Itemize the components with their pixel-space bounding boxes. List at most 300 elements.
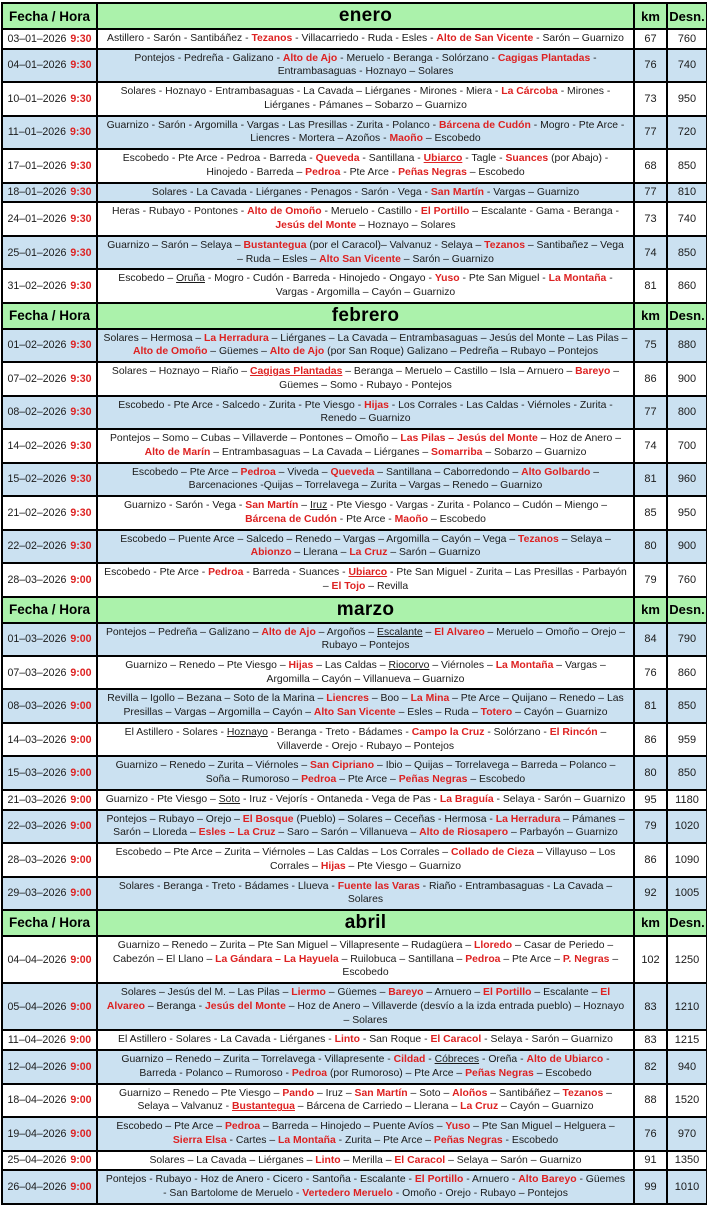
table-row [2,29,707,49]
route-segment: – Bárcena de Carriedo – Llerana – [294,1101,461,1113]
table-row [2,49,707,82]
column-header-fecha-hora: Fecha / Hora [2,303,97,329]
time-value: 9:00 [70,1181,92,1193]
route-highlight: Tezanos [518,533,559,545]
date-value: 14–03–2026 [7,733,67,746]
route-segment: - Meruelo - Beranga - Solórzano - [337,52,498,64]
date-value: 21–03–2026 [7,793,67,806]
route-segment: – Revilla [365,580,409,592]
route-segment: – Villayuso – Los Corrales – [269,847,616,872]
route-highlight: El Bosque [242,813,294,825]
desn-cell: 900 [667,362,707,395]
time-value: 9:30 [70,339,92,352]
route-cell [97,689,634,722]
route-segment: – Sobarzo – Guarnizo [482,446,587,458]
route-segment: – Santillana – Caborredondo – [374,466,522,478]
route-segment: - Pte Arce - [336,513,395,525]
route-segment: – [422,626,435,638]
route-segment: Escobedo – Pte Arce – [116,1121,225,1133]
km-cell: 81 [634,269,667,302]
route-highlight: Aloños [452,1087,488,1099]
desn-cell: 850 [667,756,707,789]
route-segment: - Sarón – Guarnizo [533,33,624,44]
date-cell [2,1170,97,1203]
date-value: 18–01–2026 [7,186,67,199]
route-highlight: Jesús del Monte [205,1000,286,1012]
route-segment: – Santibáñez – [487,1087,563,1099]
table-row [2,1151,707,1171]
date-cell [2,116,97,149]
route-cell [97,936,634,983]
route-segment: - Barreda - Polanco – Rumoroso - [139,1054,610,1079]
desn-cell: 1090 [667,843,707,876]
desn-cell: 850 [667,236,707,269]
route-segment: – Pámanes – Sarón – Lloreda – [113,813,625,839]
date-cell [2,269,97,302]
time-value: 9:30 [70,213,92,226]
route-segment: – Esles – Ruda – [395,707,481,719]
time-value: 9:00 [70,700,92,713]
route-cell [97,1084,634,1117]
route-highlight: Tezanos [484,239,525,251]
route-cell [97,82,634,115]
route-highlight: Pedroa [224,1121,261,1133]
desn-cell: 1005 [667,877,707,910]
route-highlight: Peñas Negras [465,1067,534,1079]
route-highlight: Suances [505,153,549,165]
route-highlight: San Cipriano [310,760,375,772]
date-cell [2,810,97,843]
route-highlight: Jesús del Monte [275,220,357,232]
route-segment: – Escobedo [422,133,481,145]
time-value: 9:30 [70,406,92,419]
date-value: 22–03–2026 [7,820,67,833]
desn-cell: 760 [667,563,707,596]
date-value: 01–03–2026 [7,633,67,646]
route-segment: – Selaya – [558,533,611,545]
route-highlight: Pedroa [240,466,276,478]
route-cell [97,29,634,49]
table-row [2,810,707,843]
date-value: 19–04–2026 [7,1127,67,1140]
route-segment: - Selaya - Sarón – Guarnizo [481,1034,613,1046]
desn-cell: 800 [667,396,707,429]
route-highlight: Alto Golbardo [521,466,591,478]
route-segment: Escobedo - Pte Arce - Salcedo - Zurita - Pte Viesgo - [118,399,365,411]
route-cell [97,723,634,756]
desn-cell: 880 [667,329,707,362]
route-highlight: Peñas Negras [398,774,468,786]
route-segment: Heras - Rubayo - Pontones - [111,206,248,218]
time-value: 9:00 [70,633,92,646]
desn-cell: 740 [667,49,707,82]
table-row [2,463,707,496]
km-cell: 67 [634,29,667,49]
route-highlight: La Cruz [460,1101,499,1113]
desn-cell: 970 [667,1117,707,1150]
route-cell [97,563,634,596]
route-segment: – Escobedo [342,953,619,979]
date-value: 08–03–2026 [7,700,67,713]
route-highlight: El Portillo [414,1174,464,1186]
date-value: 26–04–2026 [7,1181,67,1193]
route-highlight: La Cárcoba [501,86,558,98]
month-header-row-abril [2,910,707,936]
route-cell [97,49,634,82]
date-value: 04–01–2026 [7,59,67,72]
time-value: 9:00 [70,1127,92,1140]
route-highlight: Pedroa [465,953,501,965]
route-segment: - Santillana - [359,153,424,165]
route-highlight: Alto de Marín [144,446,211,458]
route-highlight: Alto de Omoño [247,206,322,218]
route-highlight: El Rincón [549,726,598,738]
time-value: 9:30 [70,372,92,385]
route-segment: (por San Roque) Galizano – Pedreña – Rubayo – Pontejos [324,346,599,358]
route-highlight: Hijas [288,659,314,671]
route-cell [97,1151,634,1171]
route-segment: Solares – Hoznayo – Riaño – [111,366,250,378]
route-segment: - Mirones - Liérganes - Pámanes – Sobarzo – Guarnizo [264,86,611,111]
route-highlight: Queveda [330,466,375,478]
route-segment: Guarnizo – Renedo – Zurita – Torrelavega - Villapresente - [121,1054,394,1066]
km-cell: 76 [634,656,667,689]
route-segment: – Beranga - [144,1000,206,1012]
desn-cell: 900 [667,530,707,563]
month-header-row-enero [2,3,707,29]
desn-cell: 810 [667,183,707,203]
date-cell [2,689,97,722]
route-segment: – Entrambasaguas – La Cavada – Liérganes – [210,446,432,458]
route-segment: Escobedo - Pte Arce - Pedroa - Barreda - [122,153,316,165]
table-row [2,936,707,983]
table-row [2,689,707,722]
route-highlight: Pedroa [305,166,341,178]
date-cell [2,723,97,756]
route-highlight: La Montaña [278,1134,336,1146]
km-cell: 102 [634,936,667,983]
route-segment: Iruz [309,500,328,512]
table-row [2,877,707,910]
route-highlight: Alto San Vicente [319,253,401,265]
route-segment: – Ruilobuca – Santillana – [338,953,466,965]
table-row [2,1030,707,1050]
route-segment: – Pte San Miguel – Helguera – [470,1121,615,1133]
route-highlight: Alto de San Vicente [436,33,534,44]
route-cell [97,656,634,689]
route-highlight: San Martín [354,1087,408,1099]
km-cell: 79 [634,563,667,596]
month-header-febrero: febrero [97,303,634,329]
route-segment: - Iruz - Vejorís - Ontaneda - Vega de Pas - [240,793,440,805]
desn-cell: 860 [667,656,707,689]
date-value: 14–02–2026 [7,439,67,452]
route-segment: – Merilla – [340,1154,395,1166]
route-segment: – Villaverde - Orejo - Rubayo – Pontejos [276,726,607,752]
table-row [2,1170,707,1203]
route-highlight: Bareyo [575,366,611,378]
route-highlight: Las Pilas – Jesús del Monte [400,433,538,445]
route-highlight: El Portillo [420,206,470,218]
time-value: 9:30 [70,540,92,553]
route-cell [97,1170,634,1203]
route-highlight: La Cruz [349,547,388,559]
route-segment: – Pte Arce – Quijano – Renedo – Las Presillas – Vargas – Argomilla – Cayón – [123,693,624,719]
route-cell [97,362,634,395]
route-cell [97,429,634,462]
date-cell [2,1084,97,1117]
route-segment: Soto [218,793,241,805]
route-segment: – Cayón – Guarnizo [498,1101,594,1113]
route-segment: – Escalante – [531,987,601,999]
route-segment: – Selaya – Sarón – Guarnizo [445,1154,582,1166]
route-segment: - Omoño - Orejo - Rubayo – Pontejos [392,1188,568,1199]
route-highlight: Hijas [320,860,346,872]
date-value: 01–02–2026 [7,339,67,352]
route-segment: – Casar de Periedo – Cabezón – El Llano – [112,939,614,965]
route-segment: Cóbreces [434,1054,480,1066]
route-segment: Pontejos - Rubayo - Hoz de Anero - Cicero - Santoña - Escalante - [105,1174,415,1186]
route-segment: - Pte Viesgo - Vargas - Zurita - Polanco – Cudón – Miengo – [327,500,608,512]
route-cell [97,530,634,563]
route-highlight: La Montaña [548,273,607,285]
month-header-row-marzo [2,597,707,623]
route-highlight: Hijas [364,399,389,411]
km-cell: 80 [634,756,667,789]
desn-cell: 720 [667,116,707,149]
desn-cell: 1020 [667,810,707,843]
route-highlight: Campo la Cruz [411,726,485,738]
route-segment: – Liérganes – La Cavada – Entrambasaguas – Jesús del Monte – Las Pilas – [268,332,628,344]
route-segment: – Escobedo [533,1067,592,1079]
date-cell [2,496,97,529]
route-highlight: Tezanos [562,1087,604,1099]
desn-cell: 940 [667,1050,707,1083]
route-segment: - Escobedo [502,1134,559,1146]
route-segment: – Parbayón – Guarnizo [508,827,618,839]
column-header-desn: Desn. [667,910,707,936]
route-segment: - Vargas - Argomilla – Cayón – Guarnizo [275,273,613,299]
route-cell [97,877,634,910]
route-highlight: La Herradura [204,332,269,344]
date-value: 07–02–2026 [7,372,67,385]
route-segment: - Güemes - San Bartolome de Meruelo - [163,1174,626,1199]
route-segment: - Beranga - Treto - Bádames - [267,726,412,738]
date-cell [2,563,97,596]
route-segment: - Los Corrales - Las Caldas - Viérnoles - Zurita - Renedo – Guarnizo [320,399,613,425]
route-segment: – Hoz de Anero – [537,433,621,445]
month-header-marzo: marzo [97,597,634,623]
route-segment: Guarnizo – Renedo – Zurita – Pte San Miguel – Villapresente – Rudagüera – [117,939,474,951]
time-value: 9:00 [70,1060,92,1073]
km-cell: 77 [634,116,667,149]
route-segment: - Mogro - Pte Arce - Liencres - Mortera – Azoños - [250,119,625,145]
route-segment: - Villacarriedo - Ruda - Esles - [292,33,437,44]
route-segment: – Sarón – Guarnizo [387,547,481,559]
route-segment: – Santibañez – Vega – Ruda – Esles – [237,239,624,265]
date-cell [2,790,97,810]
column-header-km: km [634,3,667,29]
route-segment: - Pte San Miguel - [459,273,549,285]
route-highlight: La Gándara – La Hayuela [215,953,339,965]
km-cell: 81 [634,689,667,722]
route-segment: - Pte Arce - [340,166,399,178]
route-cell [97,983,634,1030]
route-highlight: El Portillo [483,987,532,999]
table-row [2,496,707,529]
column-header-fecha-hora: Fecha / Hora [2,910,97,936]
time-value: 9:30 [70,439,92,452]
route-segment: – Ibio – Quijas – Torrelavega – Barreda – Polanco – Soña – Rumoroso – [205,760,616,786]
route-segment: – Cayón – Guarnizo [512,707,608,719]
table-row [2,530,707,563]
date-value: 25–01–2026 [7,246,67,259]
route-segment: Escobedo – Puente Arce – Salcedo – Renedo – Vargas – Argomilla – Cayón – Vega – [120,533,518,545]
route-cell [97,623,634,656]
route-cell [97,1050,634,1083]
route-highlight: La Herradura [495,813,561,825]
route-segment: Escalante [377,626,423,638]
route-cell [97,1117,634,1150]
route-segment: – Boo – [368,693,411,705]
route-highlight: Alto de Riosapero [419,827,509,839]
date-cell [2,49,97,82]
route-segment: – Viérnoles – [429,659,496,671]
column-header-km: km [634,303,667,329]
route-highlight: Bustantegua [231,1101,295,1113]
route-segment: - [425,1054,435,1066]
route-highlight: Maoño [389,133,423,145]
route-highlight: Liermo [291,987,326,999]
date-cell [2,362,97,395]
route-segment: Guarnizo - Pte Viesgo – [105,793,219,805]
km-cell: 83 [634,1030,667,1050]
route-segment: El Astillero - Solares - [124,726,227,738]
route-cell [97,269,634,302]
date-value: 31–02–2026 [7,280,67,293]
desn-cell: 1250 [667,936,707,983]
column-header-km: km [634,910,667,936]
date-cell [2,843,97,876]
table-row [2,563,707,596]
date-value: 24–01–2026 [7,213,67,226]
route-segment: El Astillero - Solares - La Cavada - Liérganes - [118,1034,335,1046]
route-highlight: El Caracol [394,1154,446,1166]
route-segment: – Escobedo [428,513,486,525]
date-value: 17–01–2026 [7,159,67,172]
route-segment: – Las Caldas – [313,659,389,671]
route-highlight: P. Negras [562,953,610,965]
date-value: 15–02–2026 [7,473,67,486]
route-highlight: Yuso [434,273,460,285]
route-segment: (por el Caracol)– Valvanuz - Selaya – [306,239,485,251]
route-highlight: El Alvareo [106,987,611,1012]
date-value: 12–04–2026 [7,1060,67,1073]
km-cell: 86 [634,362,667,395]
route-segment: Solares – La Cavada – Liérganes – [149,1154,316,1166]
column-header-desn: Desn. [667,3,707,29]
route-segment: - Tagle - [462,153,506,165]
route-highlight: Cagigas Plantadas [497,52,591,64]
desn-cell: 860 [667,269,707,302]
date-cell [2,983,97,1030]
route-segment: – Hoz de Anero – Villaverde (desvío a la izda entrada pueblo) – Hoznayo – Solares [285,1000,625,1026]
date-value: 21–02–2026 [7,506,67,519]
route-highlight: Somarriba [431,446,483,458]
route-segment: – Vargas – Argomilla – Cayón – Villanueva – Guarnizo [266,659,606,685]
table-row [2,723,707,756]
km-cell: 99 [634,1170,667,1203]
route-segment: - Entrambasaguas - Hoznayo – Solares [277,52,597,78]
route-segment: – Escobedo [466,166,525,178]
route-segment: Pontejos – Rubayo – Orejo – [106,813,243,825]
date-value: 07–03–2026 [7,666,67,679]
route-segment: Solares - La Cavada - Liérganes - Penagos - Sarón - Vega - [151,186,431,198]
route-segment: Revilla – Igollo – Bezana – Soto de la Marina – [107,693,327,705]
route-highlight: Linto [315,1154,341,1166]
table-row [2,396,707,429]
table-row [2,1084,707,1117]
route-cell [97,810,634,843]
route-cell [97,183,634,203]
route-highlight: Alto San Vicente [313,707,396,719]
date-value: 15–03–2026 [7,767,67,780]
route-segment: Guarnizo - Sarón - Vega - [123,500,246,512]
time-value: 9:00 [70,853,92,866]
table-row [2,236,707,269]
route-segment: - Meruelo - Castillo - [321,206,421,218]
route-segment: - San Roque - [359,1034,431,1046]
date-value: 11–04–2026 [7,1034,66,1047]
route-segment: – Escalante - Gama - Beranga - [469,206,619,218]
date-value: 29–03–2026 [7,887,67,900]
route-segment: – Güemes – Somo - Rubayo - Pontejos [279,366,620,391]
time-value: 9:00 [69,1034,92,1047]
route-highlight: Maoño [394,513,429,525]
date-cell [2,463,97,496]
date-cell [2,623,97,656]
desn-cell: 700 [667,429,707,462]
time-value: 9:30 [70,246,92,259]
route-segment: – Pte Arce – [500,953,563,965]
route-segment: Oruña [176,273,205,285]
route-highlight: Ubiarco [423,153,463,165]
km-cell: 82 [634,1050,667,1083]
time-value: 9:30 [70,280,92,293]
time-value: 9:00 [70,666,92,679]
route-highlight: Pedroa [291,1067,328,1079]
time-value: 9:00 [70,793,92,806]
route-highlight: Bustantegua [243,239,307,251]
km-cell: 88 [634,1084,667,1117]
route-segment: Riocorvo [388,659,430,671]
route-cell [97,463,634,496]
km-cell: 92 [634,877,667,910]
time-value: 9:30 [70,159,92,172]
date-cell [2,877,97,910]
date-cell [2,1030,97,1050]
km-cell: 77 [634,183,667,203]
date-cell [2,936,97,983]
route-highlight: La Montaña [495,659,554,671]
table-row [2,756,707,789]
desn-cell: 1350 [667,1151,707,1171]
date-cell [2,530,97,563]
route-segment: Solares - Beranga - Treto - Bádames - Llueva - [118,880,338,892]
time-value: 9:00 [70,820,92,833]
date-cell [2,1151,97,1171]
route-highlight: Vertedero Meruelo [302,1188,393,1199]
